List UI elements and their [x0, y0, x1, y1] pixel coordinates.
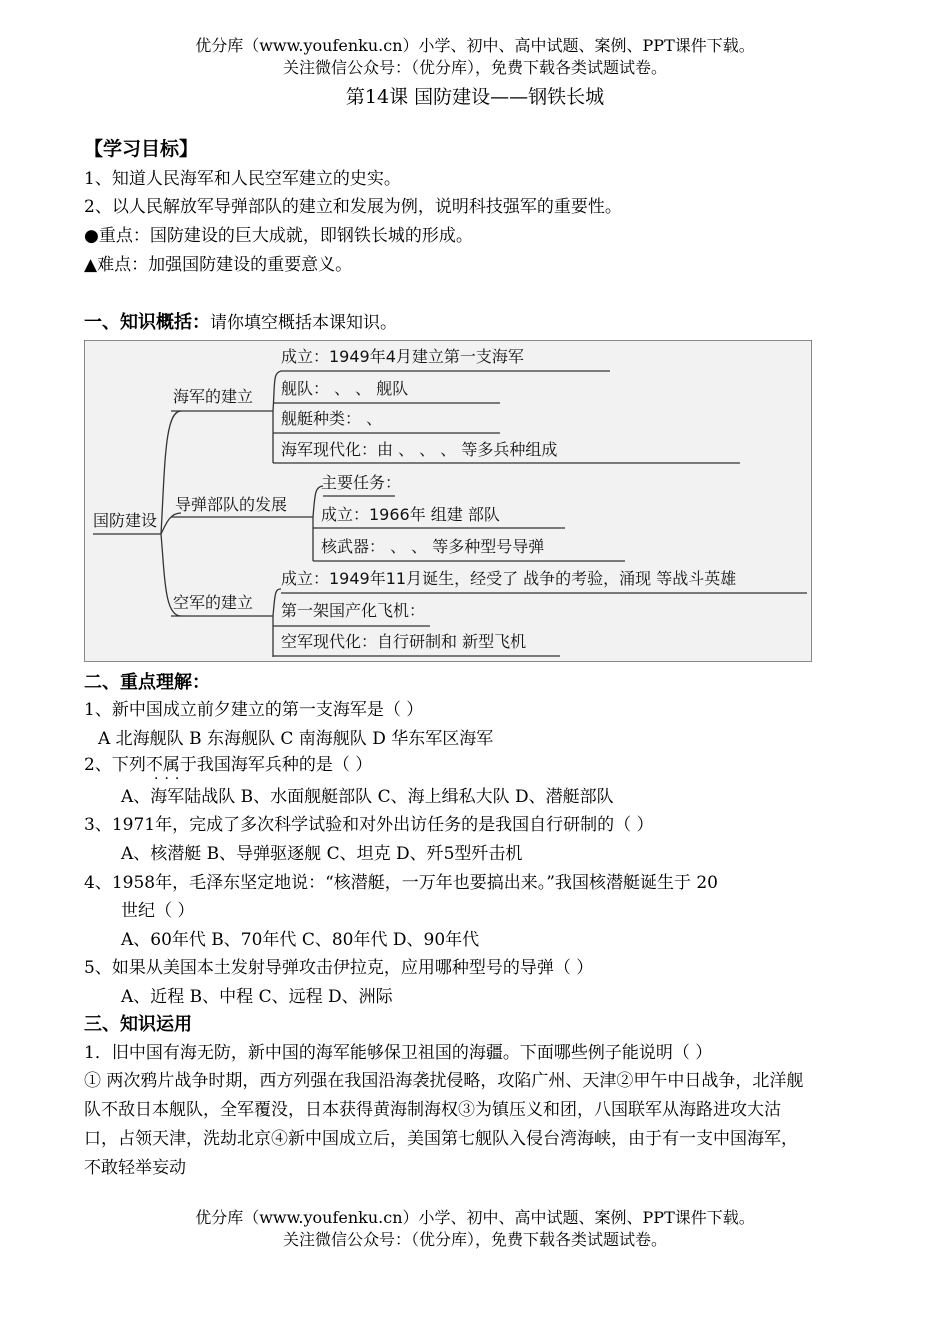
difficult-point: ▲难点：加强国防建设的重要意义。	[84, 255, 353, 275]
question-4: 4、1958年，毛泽东坚定地说：“核潜艇，一万年也要搞出来。”我国核潜艇诞生于 20	[84, 873, 718, 893]
objective-item: 2、以人民解放军导弹部队的建立和发展为例，说明科技强军的重要性。	[84, 197, 622, 217]
section1-instruction: 请你填空概括本课知识。	[210, 313, 397, 333]
airforce-first-plane: 第一架国产化飞机：	[281, 601, 426, 620]
footer-line-1: 优分库（www.youfenku.cn）小学、初中、高中试题、案例、PPT课件下载。	[195, 1208, 755, 1227]
section2-heading: 二、重点理解：	[84, 672, 210, 693]
question-3-options: A、核潜艇 B、导弹驱逐舰 C、坦克 D、歼5型歼击机	[121, 844, 523, 864]
question-1: 1、新中国成立前夕建立的第一支海军是（ ）	[84, 700, 424, 720]
section1-heading: 一、知识概括：	[84, 312, 210, 333]
navy-fleets: 舰队： 、 、 舰队	[281, 379, 409, 398]
question-5-options: A、近程 B、中程 C、远程 D、洲际	[121, 987, 393, 1007]
page-title: 第14课 国防建设——钢铁长城	[345, 86, 605, 108]
objectives-heading: 【学习目标】	[84, 138, 199, 160]
question-3: 3、1971年，完成了多次科学试验和对外出访任务的是我国自行研制的（ ）	[84, 815, 654, 835]
key-point: ●重点：国防建设的巨大成就，即钢铁长城的形成。	[84, 226, 473, 246]
section3-question-1: 1．旧中国有海无防，新中国的海军能够保卫祖国的海疆。下面哪些例子能说明（ ）	[84, 1043, 713, 1063]
section3-question-1-body: ① 两次鸦片战争时期，西方列强在我国沿海袭扰侵略，攻陷广州、天津②甲午中日战争，北洋舰队不敌日本舰队，全军覆没，日本获得黄海制海权③为镇压义和团，八国联军从海路进攻大沽口，占领天津，洗劫北京④新中国成立后，美国第七舰队入侵台湾海峡，由于有一支中国海军，不敢轻举妄动	[84, 1071, 804, 1178]
knowledge-tree-diagram	[84, 340, 812, 662]
airforce-modernization: 空军现代化：自行研制和 新型飞机	[281, 632, 527, 651]
question-1-options: A 北海舰队 B 东海舰队 C 南海舰队 D 华东军区海军	[98, 729, 494, 749]
missile-task: 主要任务：	[321, 473, 402, 492]
footer-line-2: 关注微信公众号：（优分库），免费下载各类试题试卷。	[282, 1230, 667, 1249]
question-4-continued: 世纪（ ）	[121, 901, 195, 921]
diagram-root: 国防建设	[93, 511, 158, 530]
section1-heading-row	[84, 314, 397, 332]
header-line-2: 关注微信公众号：（优分库），免费下载各类试题试卷。	[282, 58, 667, 77]
section3-heading: 三、知识运用	[84, 1014, 192, 1035]
question-2-options: A、海军陆战队 B、水面舰艇部队 C、海上缉私大队 D、潜艇部队	[121, 787, 614, 807]
airforce-branch-label: 空军的建立	[173, 593, 254, 612]
header-line-1: 优分库（www.youfenku.cn）小学、初中、高中试题、案例、PPT课件下载。	[195, 36, 755, 55]
navy-founding: 成立：1949年4月建立第一支海军	[281, 347, 524, 366]
navy-modernization: 海军现代化：由 、 、 、 等多兵种组成	[281, 440, 558, 459]
question-2: 2、下列不属于我国海军兵种的是（ ）	[84, 755, 373, 775]
missile-branch-label: 导弹部队的发展	[175, 495, 288, 514]
navy-branch-label: 海军的建立	[173, 387, 254, 406]
missile-weapons: 核武器： 、 、 等多种型号导弹	[321, 537, 545, 556]
emphasis-dots: ···	[154, 771, 186, 787]
question-4-options: A、60年代 B、70年代 C、80年代 D、90年代	[121, 930, 480, 950]
question-5: 5、如果从美国本土发射导弹攻击伊拉克，应用哪种型号的导弹（ ）	[84, 958, 594, 978]
missile-founding: 成立：1966年 组建 部队	[321, 505, 500, 524]
objective-item: 1、知道人民海军和人民空军建立的史实。	[84, 169, 401, 189]
navy-vessel-types: 舰艇种类： 、	[281, 409, 383, 428]
airforce-founding: 成立：1949年11月诞生，经受了 战争的考验，涌现 等战斗英雄	[281, 569, 737, 588]
